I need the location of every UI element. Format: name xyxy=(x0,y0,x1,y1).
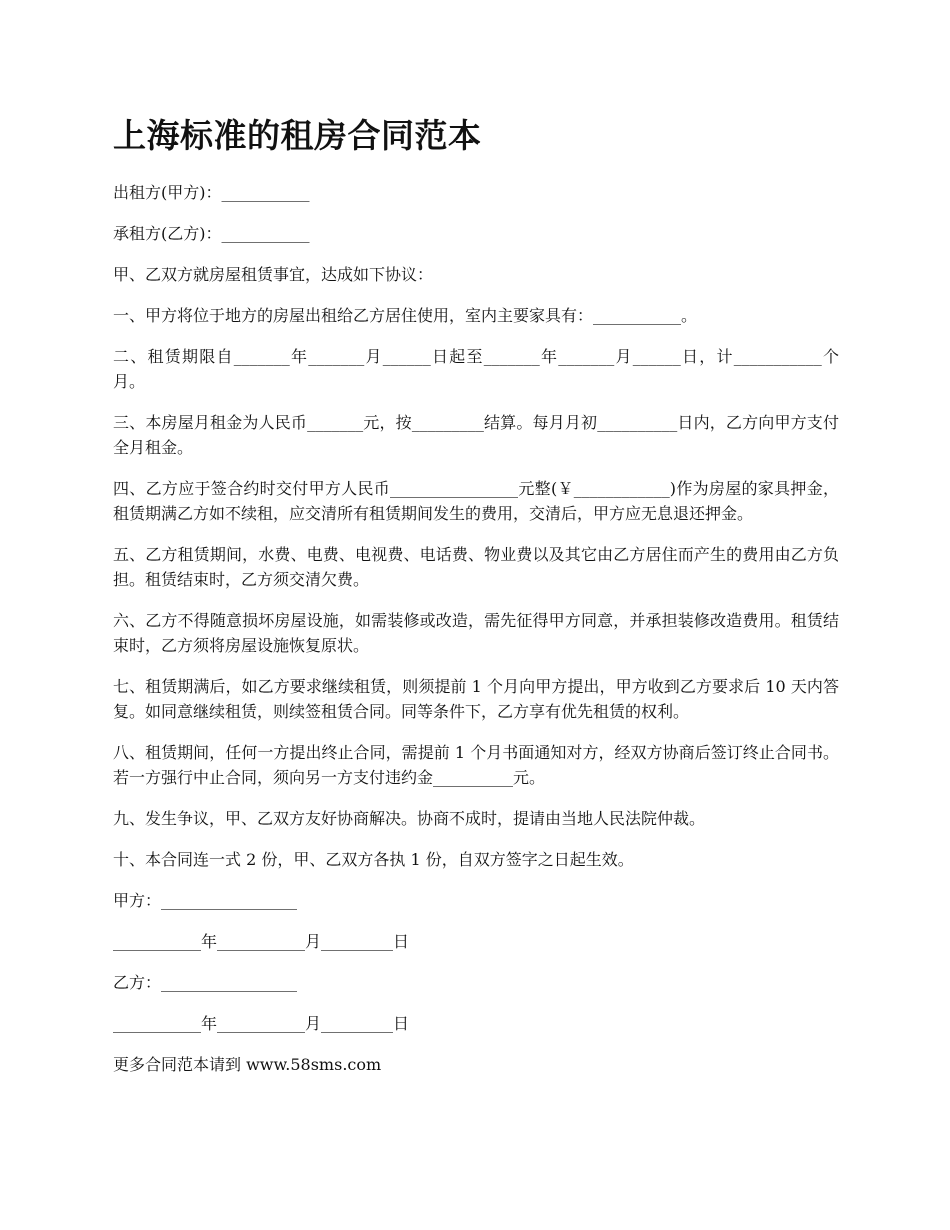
party-b-date: ___________年___________月_________日 xyxy=(113,1014,410,1033)
clause-3: 三、本房屋月租金为人民币_______元，按_________结算。每月月初__________日内，乙方向甲方支付全月租金。 xyxy=(113,413,839,457)
document-title: 上海标准的租房合同范本 xyxy=(113,116,482,155)
footer-note: 更多合同范本请到 www.58sms.com xyxy=(113,1055,382,1074)
clause-4: 四、乙方应于签合约时交付甲方人民币________________元整(￥____________)作为房屋的家具押金，租赁期满乙方如不续租，应交清所有租赁期间发生的费用，交清后，甲方应无息退还押金。 xyxy=(113,479,839,523)
party-a-date: ___________年___________月_________日 xyxy=(113,932,410,951)
contract-document xyxy=(113,110,839,1093)
clause-9: 九、发生争议，甲、乙双方友好协商解决。协商不成时，提请由当地人民法院仲裁。 xyxy=(113,809,706,828)
party-b-signature: 乙方：_________________ xyxy=(113,973,298,992)
clause-8: 八、租赁期间，任何一方提出终止合同，需提前 1 个月书面通知对方，经双方协商后签订终止合同书。若一方强行中止合同，须向另一方支付违约金__________元。 xyxy=(113,743,839,787)
clause-1: 一、甲方将位于地方的房屋出租给乙方居住使用，室内主要家具有：___________。 xyxy=(113,306,698,325)
clause-2: 二、租赁期限自_______年_______月______日起至_______年_______月______日，计___________个月。 xyxy=(113,347,839,391)
clause-6: 六、乙方不得随意损坏房屋设施，如需装修或改造，需先征得甲方同意，并承担装修改造费用。租赁结束时，乙方须将房屋设施恢复原状。 xyxy=(113,611,839,655)
lessor-line: 出租方(甲方)：___________ xyxy=(113,183,310,202)
party-a-signature: 甲方：_________________ xyxy=(113,891,298,910)
clause-5: 五、乙方租赁期间，水费、电费、电视费、电话费、物业费以及其它由乙方居住而产生的费用由乙方负担。租赁结束时，乙方须交清欠费。 xyxy=(113,545,839,589)
clause-10: 十、本合同连一式 2 份，甲、乙双方各执 1 份，自双方签字之日起生效。 xyxy=(113,850,634,869)
clause-7: 七、租赁期满后，如乙方要求继续租赁，则须提前 1 个月向甲方提出，甲方收到乙方要求后 10 天内答复。如同意继续租赁，则续签租赁合同。同等条件下，乙方享有优先租赁的权利。 xyxy=(113,677,839,721)
agreement-intro: 甲、乙双方就房屋租赁事宜，达成如下协议： xyxy=(113,265,434,284)
lessee-line: 承租方(乙方)：___________ xyxy=(113,224,310,243)
